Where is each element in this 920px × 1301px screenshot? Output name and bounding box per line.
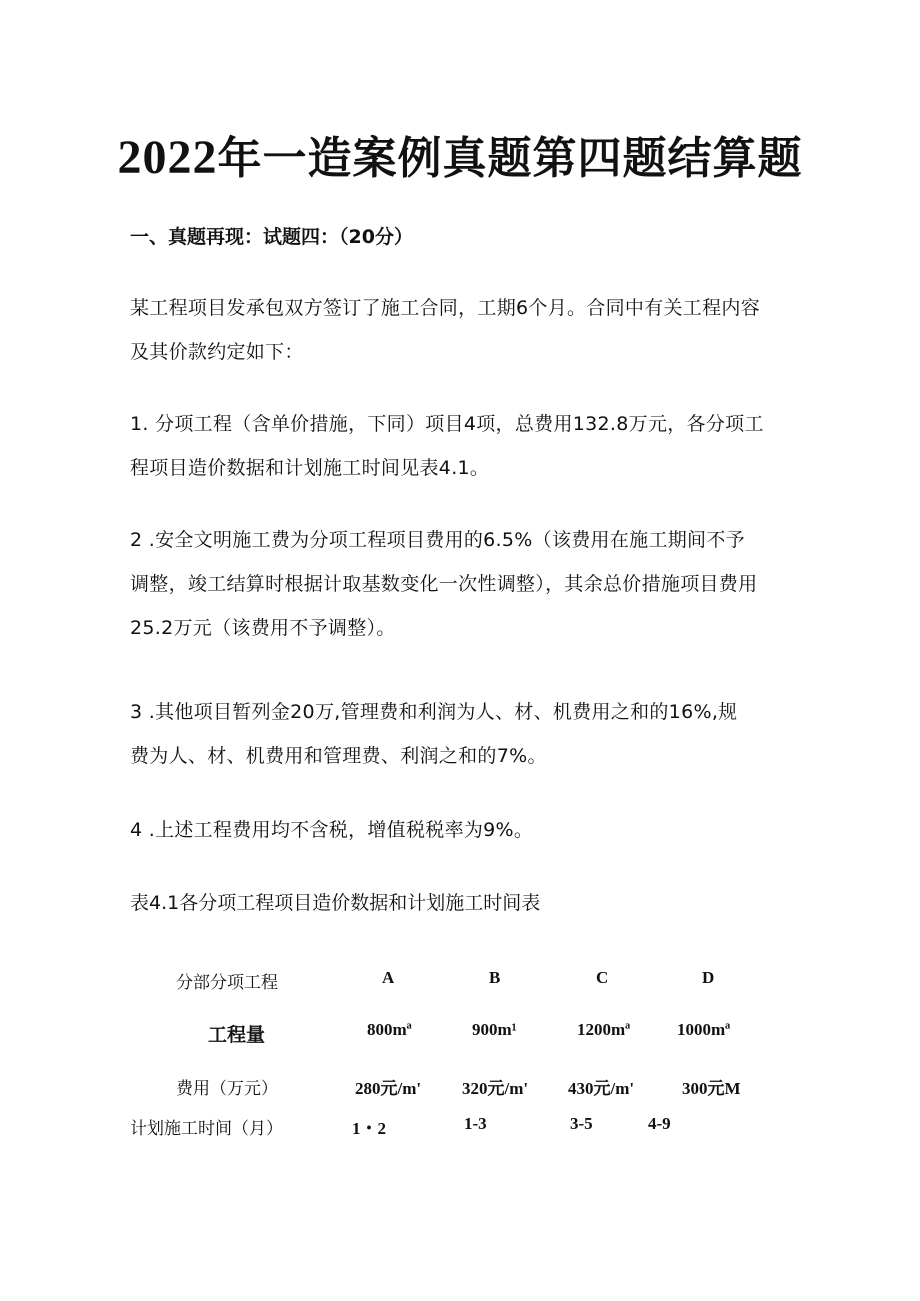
table-row-label: 计划施工时间（月） (130, 1119, 283, 1139)
table-cell: 1-3 (464, 1114, 487, 1133)
table-header-label: 分部分项工程 (176, 973, 278, 993)
paragraph-line: 费为人、材、机费用和管理费、利润之和的7%。 (130, 745, 547, 767)
paragraph-line: 某工程项目发承包双方签订了施工合同，工期6个月。合同中有关工程内容 (130, 297, 760, 319)
paragraph-line: 25.2万元（该费用不予调整）。 (130, 617, 396, 639)
table-row-label: 工程量 (208, 1024, 266, 1046)
table-cell: 300元M (682, 1079, 741, 1098)
table-cell: 800mª (367, 1020, 412, 1039)
paragraph-item-1 (130, 402, 810, 490)
table-header-row (0, 968, 920, 998)
title-text: 年一造案例真题第四题结算题 (217, 133, 803, 184)
paragraph-item-3 (130, 690, 810, 778)
table-header-cell: C (596, 968, 609, 987)
paragraph-line: 调整，竣工结算时根据计取基数变化一次性调整），其余总价措施项目费用 (130, 573, 758, 595)
table-cell: 1000mª (677, 1020, 731, 1039)
title-year: 2022 (117, 131, 218, 184)
table-row-label: 费用（万元） (176, 1079, 278, 1099)
paragraph-intro (130, 286, 810, 374)
table-row (0, 1114, 920, 1144)
table-cell: 1200mª (577, 1020, 631, 1039)
paragraph-line: 4 .上述工程费用均不含税，增值税税率为9%。 (130, 819, 534, 841)
section-heading: 一、真题再现：试题四：（20分） (130, 226, 413, 248)
table-cell: 4-9 (648, 1114, 671, 1133)
paragraph-item-2 (130, 518, 810, 650)
table-header-cell: A (382, 968, 395, 987)
paragraph-line: 及其价款约定如下： (130, 341, 304, 363)
table-cell: 900m¹ (472, 1020, 517, 1039)
paragraph-line: 1. 分项工程（含单价措施，下同）项目4项，总费用132.8万元，各分项工 (130, 413, 764, 435)
table-row (0, 1074, 920, 1104)
table-caption: 表4.1各分项工程项目造价数据和计划施工时间表 (130, 892, 541, 914)
table-row (0, 1020, 920, 1050)
paragraph-line: 程项目造价数据和计划施工时间见表4.1。 (130, 457, 490, 479)
table-cell: 320元/m' (462, 1079, 529, 1098)
table-cell: 1・2 (352, 1119, 386, 1138)
paragraph-line: 2 .安全文明施工费为分项工程项目费用的6.5%（该费用在施工期间不予 (130, 529, 745, 551)
table-cell: 3-5 (570, 1114, 593, 1133)
document-title (0, 122, 920, 186)
paragraph-line: 3 .其他项目暂列金20万,管理费和利润为人、材、机费用之和的16%,规 (130, 701, 738, 723)
paragraph-item-4 (130, 808, 810, 852)
table-cell: 280元/m' (355, 1079, 422, 1098)
table-cell: 430元/m' (568, 1079, 635, 1098)
table-header-cell: B (489, 968, 501, 987)
table-header-cell: D (702, 968, 715, 987)
